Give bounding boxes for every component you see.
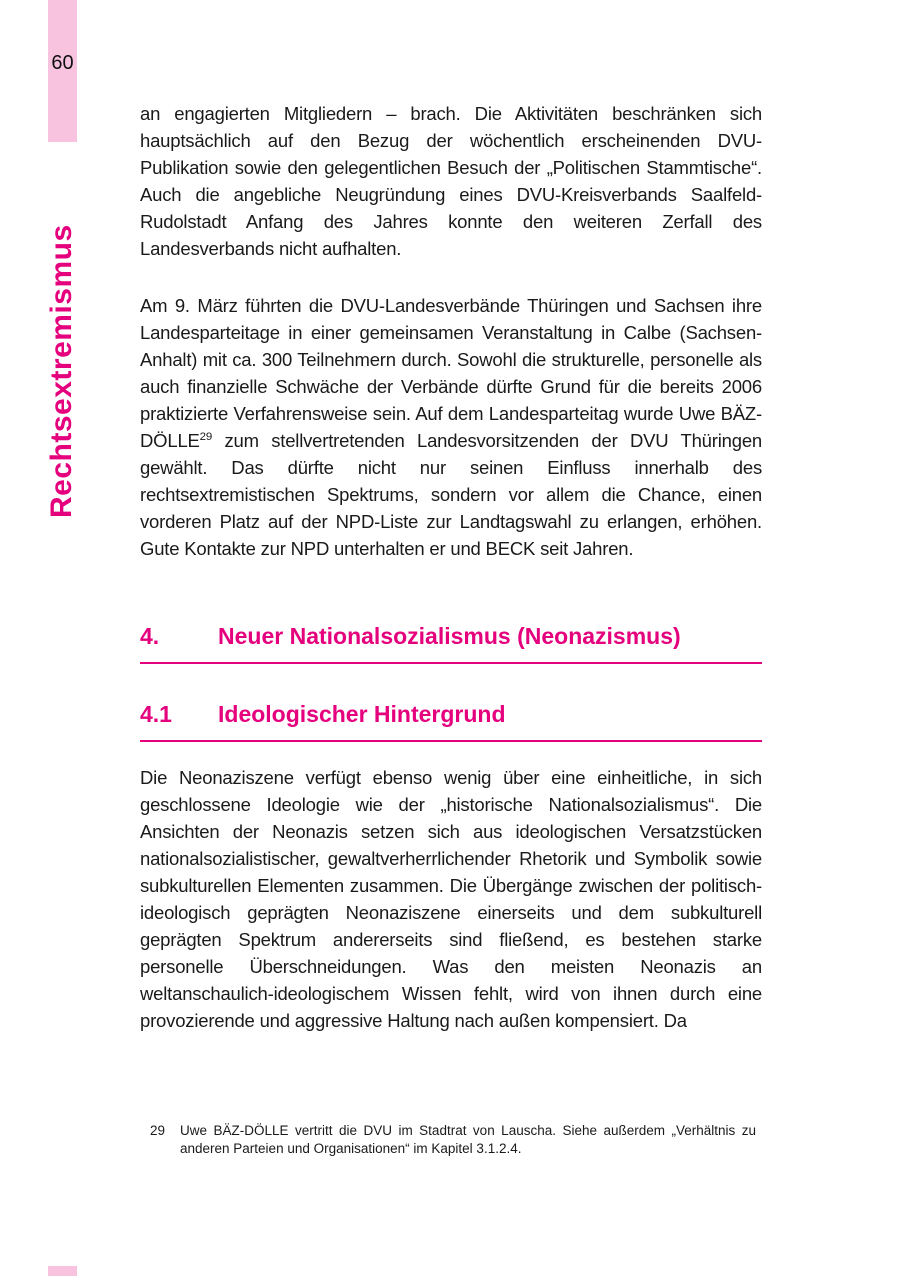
footnote-text: Uwe BÄZ-DÖLLE vertritt die DVU im Stadtrat von Lauscha. Siehe außerdem „Verhältnis zu anderen Parteien und Organisationen“ im Kapitel 3.1.2.4.: [180, 1123, 756, 1156]
page-number: 60: [51, 52, 74, 74]
paragraph-landesparteitag-continued: zum stellvertretenden Landesvorsitzenden der DVU Thüringen gewählt. Das dürfte nicht nur seinen Einfluss innerhalb des rechtsextremistischen Spektrums, sondern vor allem die Chance, einen vorderen Platz auf der NPD-Liste zur Landtagswahl zu erlangen, erhöhen. Gute Kontakte zur NPD unterhalten er und BECK seit Jahren.: [140, 430, 762, 559]
pink-strip-top: [48, 0, 77, 142]
footnote-29: [150, 1122, 756, 1158]
section-heading-neonazismus: [140, 622, 762, 664]
subsection-title: Ideologischer Hintergrund: [218, 701, 506, 727]
paragraph-neonaziszene: Die Neonaziszene verfügt ebenso wenig über eine einheitliche, in sich geschlossene Ideologie wie der „historische Nationalsozialismus“. Die Ansichten der Neonazis setzen sich aus ideologischen Versatzstücken nationalsozialistischer, gewaltverherrlichender Rhetorik und Symbolik sowie subkulturellen Elementen zusammen. Die Übergänge zwischen der politisch-ideologisch geprägten Neonaziszene einerseits und dem subkulturell geprägten Spektrum andererseits sind fließend, es bestehen starke personelle Überschneidungen. Was den meisten Neonazis an weltanschaulich-ideologischem Wissen fehlt, wird von ihnen durch eine provozierende und aggressive Haltung nach außen kompensiert. Da: [140, 767, 762, 1031]
subsection-heading-ideologischer-hintergrund: [140, 700, 762, 742]
paragraph-landesparteitag-text: Am 9. März führten die DVU-Landesverbände Thüringen und Sachsen ihre Landesparteitage in einer gemeinsamen Veranstaltung in Calbe (Sachsen-Anhalt) mit ca. 300 Teilnehmern durch. Sowohl die strukturelle, personelle als auch finanzielle Schwäche der Verbände dürfte Grund für die bereits 2006 praktizierte Verfahrensweise sein. Auf dem Landesparteitag wurde Uwe BÄZ-DÖLLE: [140, 295, 762, 451]
paragraph-landesparteitag: [140, 292, 762, 562]
footnote-marker: 29: [150, 1123, 166, 1138]
pink-strip-bottom: [48, 1266, 77, 1276]
subsection-number: 4.1: [140, 701, 172, 727]
paragraph-dvu-activities: an engagierten Mitgliedern – brach. Die Aktivitäten beschränken sich hauptsächlich auf den Bezug der wöchentlich erscheinenden DVU-Publikation sowie den gelegentlichen Besuch der „Politischen Stammtische“. Auch die angebliche Neugründung eines DVU-Kreisverbands Saalfeld-Rudolstadt Anfang des Jahres konnte den weiteren Zerfall des Landesverbands nicht aufhalten.: [140, 103, 762, 259]
chapter-vertical-label: Rechtsextremismus: [45, 224, 78, 518]
section-number: 4.: [140, 623, 160, 649]
text-column: [140, 0, 762, 1034]
footnote-ref-29: 29: [199, 430, 213, 443]
section-title: Neuer Nationalsozialismus (Neonazismus): [218, 623, 681, 649]
